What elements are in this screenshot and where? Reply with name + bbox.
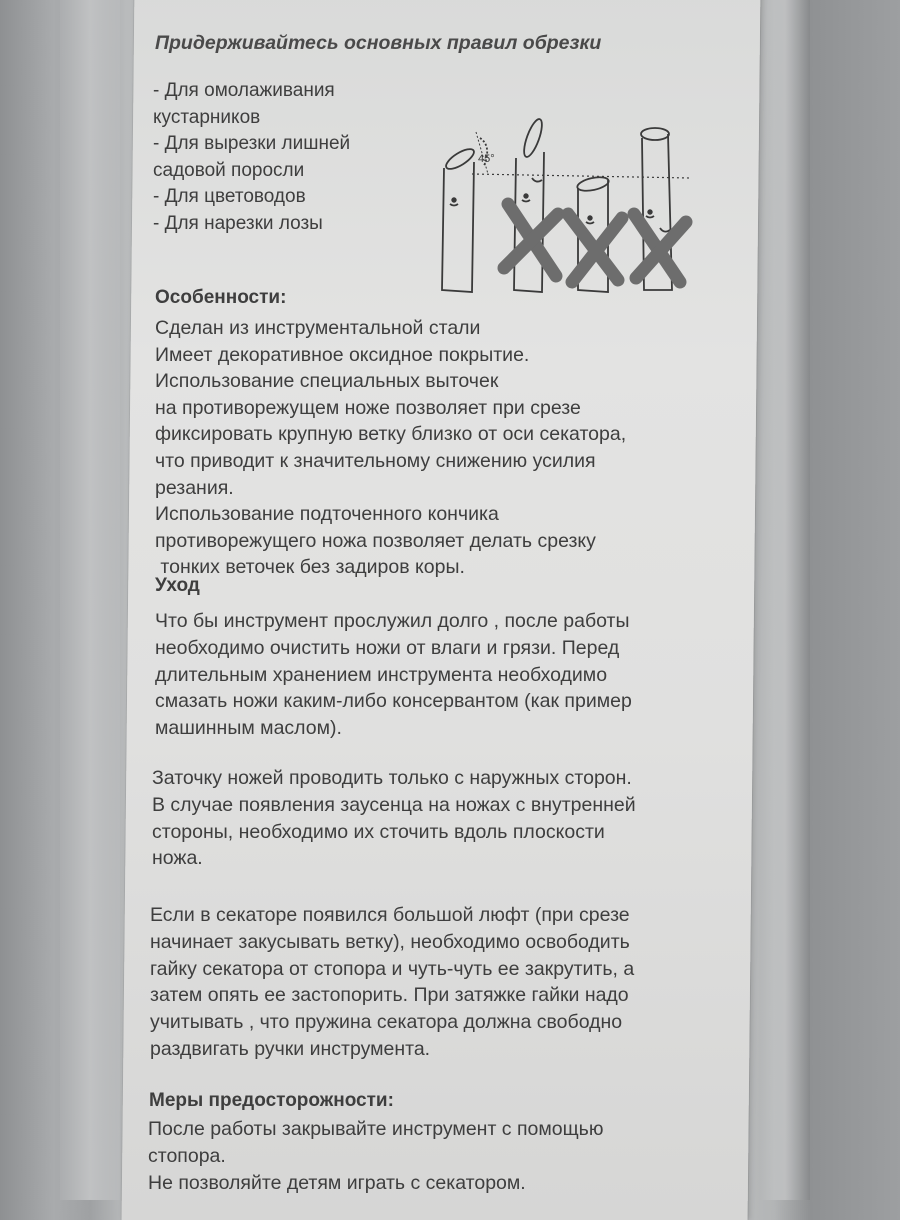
care-line: гайку секатора от стопора и чуть-чуть ее закрутить, а: [150, 957, 635, 980]
care-paragraph-1: [155, 608, 632, 742]
care-line: Что бы инструмент прослужил долго , после работы: [155, 610, 630, 632]
cross-mark-icon: [634, 214, 686, 282]
care-line: Если в секаторе появился большой люфт (при срезе: [150, 904, 630, 926]
care-line: смазать ножи каким-либо консервантом (как пример: [155, 690, 632, 713]
care-line: затем опять ее застопорить. При затяжке гайки надо: [150, 984, 629, 1007]
care-line: начинает закусывать ветку), необходимо освободить: [150, 930, 630, 953]
features-text: [155, 315, 626, 581]
packaging-sheen-left: [60, 0, 120, 1200]
angle-label: 45°: [478, 153, 495, 165]
uses-line: - Для цветоводов: [153, 186, 306, 207]
features-line: что приводит к значительному снижению усилия: [155, 449, 596, 472]
features-line: Сделан из инструментальной стали: [155, 317, 481, 339]
wrong-cut-branch-icon: [514, 118, 545, 292]
pruning-cut-diagram: [432, 118, 702, 300]
care-line: машинным маслом).: [155, 717, 342, 740]
cross-mark-icon: [504, 204, 558, 276]
safety-line: стопора.: [148, 1144, 226, 1167]
features-line: Использование специальных выточек: [155, 370, 499, 393]
care-line: необходимо очистить ножи от влаги и грязи. Перед: [155, 636, 620, 659]
safety-line: После работы закрывайте инструмент с помощью: [148, 1118, 604, 1140]
care-paragraph-3: [150, 902, 634, 1063]
safety-heading: Меры предосторожности:: [149, 1090, 394, 1111]
safety-text: [148, 1116, 603, 1196]
care-line: Заточку ножей проводить только с наружных сторон.: [152, 767, 632, 789]
uses-line: кустарников: [153, 106, 261, 128]
care-heading: Уход: [155, 575, 200, 596]
care-line: учитывать , что пружина секатора должна свободно: [150, 1011, 623, 1034]
care-line: длительным хранением инструмента необходимо: [155, 663, 608, 686]
care-line: ножа.: [152, 847, 203, 870]
features-line: на противорежущем ноже позволяет при срезе: [155, 396, 581, 419]
care-line: стороны, необходимо их сточить вдоль плоскости: [152, 820, 605, 843]
features-line: фиксировать крупную ветку близко от оси секатора,: [155, 423, 627, 446]
cross-mark-icon: [568, 214, 622, 282]
document-title: Придерживайтесь основных правил обрезки: [155, 32, 602, 54]
uses-line: - Для вырезки лишней: [153, 133, 351, 154]
care-paragraph-2: [152, 765, 636, 872]
features-line: резания.: [155, 476, 234, 499]
uses-line: - Для нарезки лозы: [153, 212, 323, 234]
features-line: тонких веточек без задиров коры.: [155, 556, 465, 579]
features-line: Имеет декоративное оксидное покрытие.: [155, 343, 530, 366]
uses-line: - Для омолаживания: [153, 80, 335, 101]
features-line: Использование подточенного кончика: [155, 503, 499, 526]
care-line: раздвигать ручки инструмента.: [150, 1037, 431, 1060]
features-heading: Особенности:: [155, 287, 287, 308]
uses-list: [153, 78, 350, 237]
features-line: противорежущего ножа позволяет делать срезку: [155, 529, 596, 552]
uses-line: садовой поросли: [153, 159, 305, 181]
packaging-sheen-right: [760, 0, 810, 1200]
safety-line: Не позволяйте детям играть с секатором.: [148, 1171, 526, 1194]
care-line: В случае появления заусенца на ножах с внутренней: [152, 793, 636, 816]
